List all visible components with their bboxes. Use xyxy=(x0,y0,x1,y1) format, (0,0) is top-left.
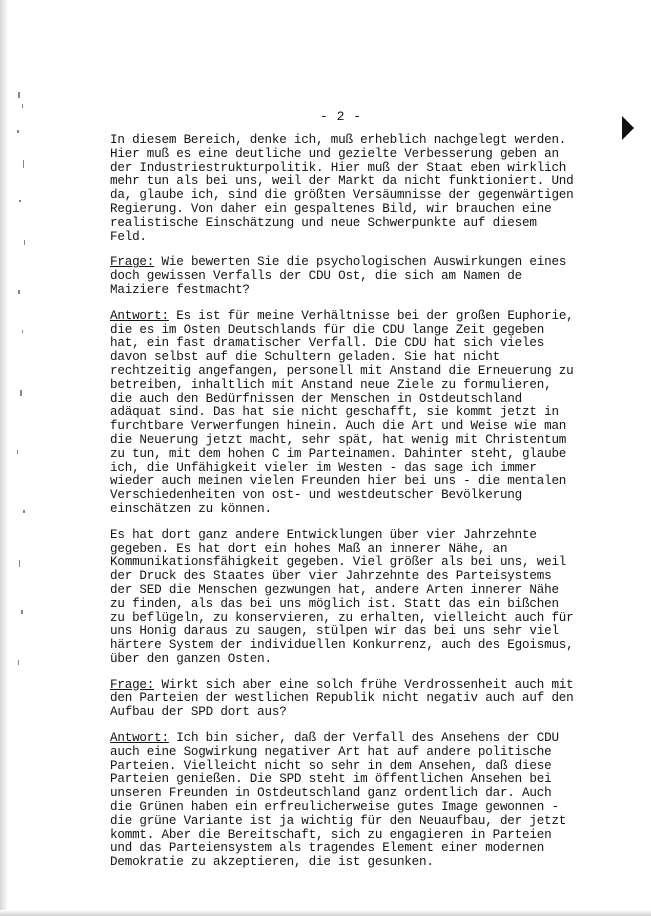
paragraph-text: Es ist für meine Verhältnisse bei der großen Euphorie, die es im Osten Deutschlands für die CDU lange Zeit gegeben hat, ein fast dramatischer Verfall. Die CDU hat sich vieles davon selbst auf die Schultern geladen. Sie hat nicht rechtzeitig angefangen, personell mit Anstand die Erneuerung zu betreiben, inhaltlich mit Anstand neue Ziele zu formulieren, die auch den Bedürfnissen der Menschen in Ostdeutschland adäquat sind. Das hat sie nicht geschafft, sie kommt jetzt in furchtbare Verwerfungen hinein. Auch die Art und Weise wie man die Neuerung jetzt macht, sehr spät, hat wenig mit Christentum zu tun, mit dem hohen C im Parteinamen. Dahinter steht, glaube ich, die Unfähigkeit vieler im Westen - das sage ich immer wieder auch meinen vielen Freunden hier bei uns - die mentalen Verschiedenheiten von ost- und westdeutscher Bevölkerung einschätzen zu können. xyxy=(110,308,574,516)
paragraph-question-1 xyxy=(110,256,580,297)
paragraph-answer-2 xyxy=(110,732,580,870)
paragraph-text: Es hat dort ganz andere Entwicklungen über vier Jahrzehnte gegeben. Es hat dort ein hohes Maß an innerer Nähe, an Kommunikationsfähigkeit gegeben. Viel größer als bei uns, weil der Druck des Staates über vier Jahrzehnte des Parteisystems der SED die Menschen gezwungen hat, andere Arten innerer Nähe zu finden, als das bei uns möglich ist. Statt das ein bißchen zu beflügeln, zu konservieren, zu erhalten, vielleicht auch für uns Honig daraus zu saugen, stülpen wir das bei uns sehr viel härtere System der individuellen Konkurrenz, auch des Egoismus, über den ganzen Osten. xyxy=(110,527,574,666)
paragraph-continuation xyxy=(110,529,580,667)
question-label: Frage: xyxy=(110,677,155,692)
answer-label: Antwort: xyxy=(110,731,169,746)
paragraph-text: In diesem Bereich, denke ich, muß erheblich nachgelegt werden. Hier muß es eine deutliche und gezielte Verbesserung geben an der Industriestrukturpolitik. Hier muß der Staat eben wirklich mehr tun als bei uns, weil der Markt da nicht funktioniert. Und da, glaube ich, sind die größten Versäumnisse der gegenwärtigen Regierung. Von daher ein gespaltenes Bild, wir brauchen eine realistische Einschätzung und neue Schwerpunkte auf diesem Feld. xyxy=(110,133,574,244)
scan-noise-marks xyxy=(14,90,32,690)
scan-bottom-edge xyxy=(0,910,651,916)
paragraph-answer-1 xyxy=(110,310,580,517)
paragraph-text: Wie bewerten Sie die psychologischen Auswirkungen eines doch gewissen Verfalls der CDU Ost, die sich am Namen de Maiziere festmacht? xyxy=(110,255,567,297)
scan-left-edge xyxy=(0,0,8,916)
page-number: - 2 - xyxy=(320,109,362,124)
document-body xyxy=(110,134,580,882)
answer-label: Antwort: xyxy=(110,308,169,323)
question-label: Frage: xyxy=(110,255,155,270)
paragraph-question-2 xyxy=(110,679,580,720)
paragraph-intro xyxy=(110,134,580,244)
paragraph-text: Wirkt sich aber eine solch frühe Verdrossenheit auch mit den Parteien der westlichen Republik nicht negativ auch auf den Aufbau der SPD dort aus? xyxy=(110,677,574,720)
margin-arrow-icon xyxy=(622,116,634,140)
paragraph-text: Ich bin sicher, daß der Verfall des Ansehens der CDU auch eine Sogwirkung negativer Art hat auf andere politische Parteien. Vielleicht nicht so sehr in dem Ansehen, daß diese Parteien genießen. Die SPD steht im öffentlichen Ansehen bei unseren Freunden in Ostdeutschland ganz ordentlich dar. Auch die Grünen haben ein erfreulicherweise gutes Image gewonnen - die grüne Variante ist ja wichtig für den Neuaufbau, der jetzt kommt. Aber die Bereitschaft, sich zu engagieren in Parteien und das Parteiensystem als tragendes Element einer modernen Demokratie zu akzeptieren, die ist gesunken. xyxy=(110,731,567,870)
